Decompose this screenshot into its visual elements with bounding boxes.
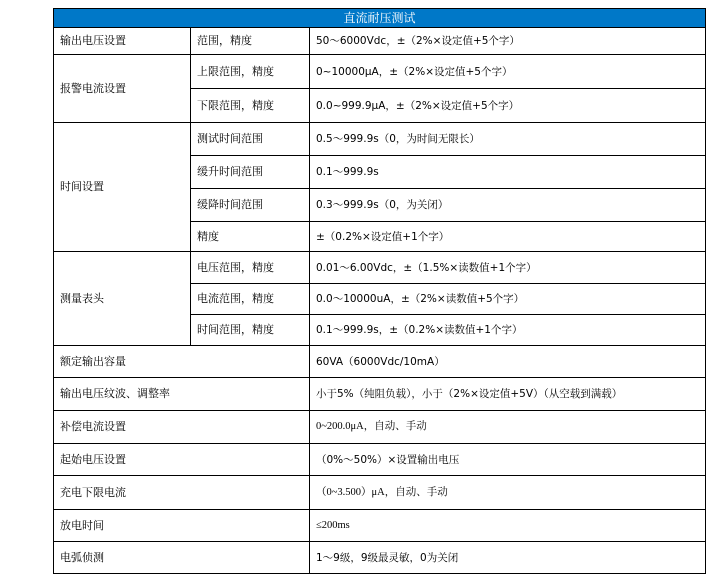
row-sublabel: 时间范围，精度	[191, 315, 310, 346]
row-label: 输出电压纹波、调整率	[54, 378, 310, 411]
table-title: 直流耐压测试	[54, 9, 706, 28]
row-value: （0~3.500）μA，自动、手动	[310, 476, 706, 510]
row-value: 0.0~999.9μA，±（2%×设定值+5个字）	[310, 89, 706, 123]
table-row	[54, 542, 706, 574]
table-row	[54, 411, 706, 444]
row-label: 补偿电流设置	[54, 411, 310, 444]
table-row	[54, 476, 706, 510]
row-value: 0.5～999.9s（0，为时间无限长）	[310, 123, 706, 156]
row-value: ±（0.2%×设定值+1个字）	[310, 222, 706, 252]
row-sublabel: 测试时间范围	[191, 123, 310, 156]
spec-table-container	[53, 8, 705, 574]
row-label: 额定输出容量	[54, 346, 310, 378]
row-value: 0.1～999.9s	[310, 156, 706, 189]
row-label: 起始电压设置	[54, 444, 310, 476]
table-row	[54, 444, 706, 476]
row-value: 小于5%（纯阻负载），小于（2%×设定值+5V）（从空载到满载）	[310, 378, 706, 411]
table-row	[54, 510, 706, 542]
row-value: 0.3～999.9s（0，为关闭）	[310, 189, 706, 222]
row-sublabel: 上限范围，精度	[191, 55, 310, 89]
row-value: 0~10000μA，±（2%×设定值+5个字）	[310, 55, 706, 89]
table-row	[54, 346, 706, 378]
table-row	[54, 55, 706, 89]
row-label: 放电时间	[54, 510, 310, 542]
table-row	[54, 123, 706, 156]
row-label: 充电下限电流	[54, 476, 310, 510]
row-value: 0.01～6.00Vdc，±（1.5%×读数值+1个字）	[310, 252, 706, 284]
row-label: 报警电流设置	[54, 55, 191, 123]
spec-table	[53, 8, 706, 574]
row-value: 0~200.0μA，自动、手动	[310, 411, 706, 444]
row-label: 测量表头	[54, 252, 191, 346]
table-row	[54, 252, 706, 284]
row-sublabel: 电流范围，精度	[191, 284, 310, 315]
row-sublabel: 精度	[191, 222, 310, 252]
row-sublabel: 缓升时间范围	[191, 156, 310, 189]
row-value: 0.1～999.9s，±（0.2%×读数值+1个字）	[310, 315, 706, 346]
row-label: 输出电压设置	[54, 28, 191, 55]
row-value: 60VA（6000Vdc/10mA）	[310, 346, 706, 378]
row-value: （0%～50%）×设置输出电压	[310, 444, 706, 476]
row-value: ≤200ms	[310, 510, 706, 542]
table-row	[54, 378, 706, 411]
row-sublabel: 缓降时间范围	[191, 189, 310, 222]
row-sublabel: 下限范围，精度	[191, 89, 310, 123]
row-sublabel: 范围，精度	[191, 28, 310, 55]
row-label: 时间设置	[54, 123, 191, 252]
table-row	[54, 28, 706, 55]
row-label: 电弧侦测	[54, 542, 310, 574]
row-value: 50～6000Vdc，±（2%×设定值+5个字）	[310, 28, 706, 55]
row-value: 1～9级，9级最灵敏，0为关闭	[310, 542, 706, 574]
table-header-row	[54, 9, 706, 28]
row-value: 0.0～10000uA，±（2%×读数值+5个字）	[310, 284, 706, 315]
row-sublabel: 电压范围，精度	[191, 252, 310, 284]
